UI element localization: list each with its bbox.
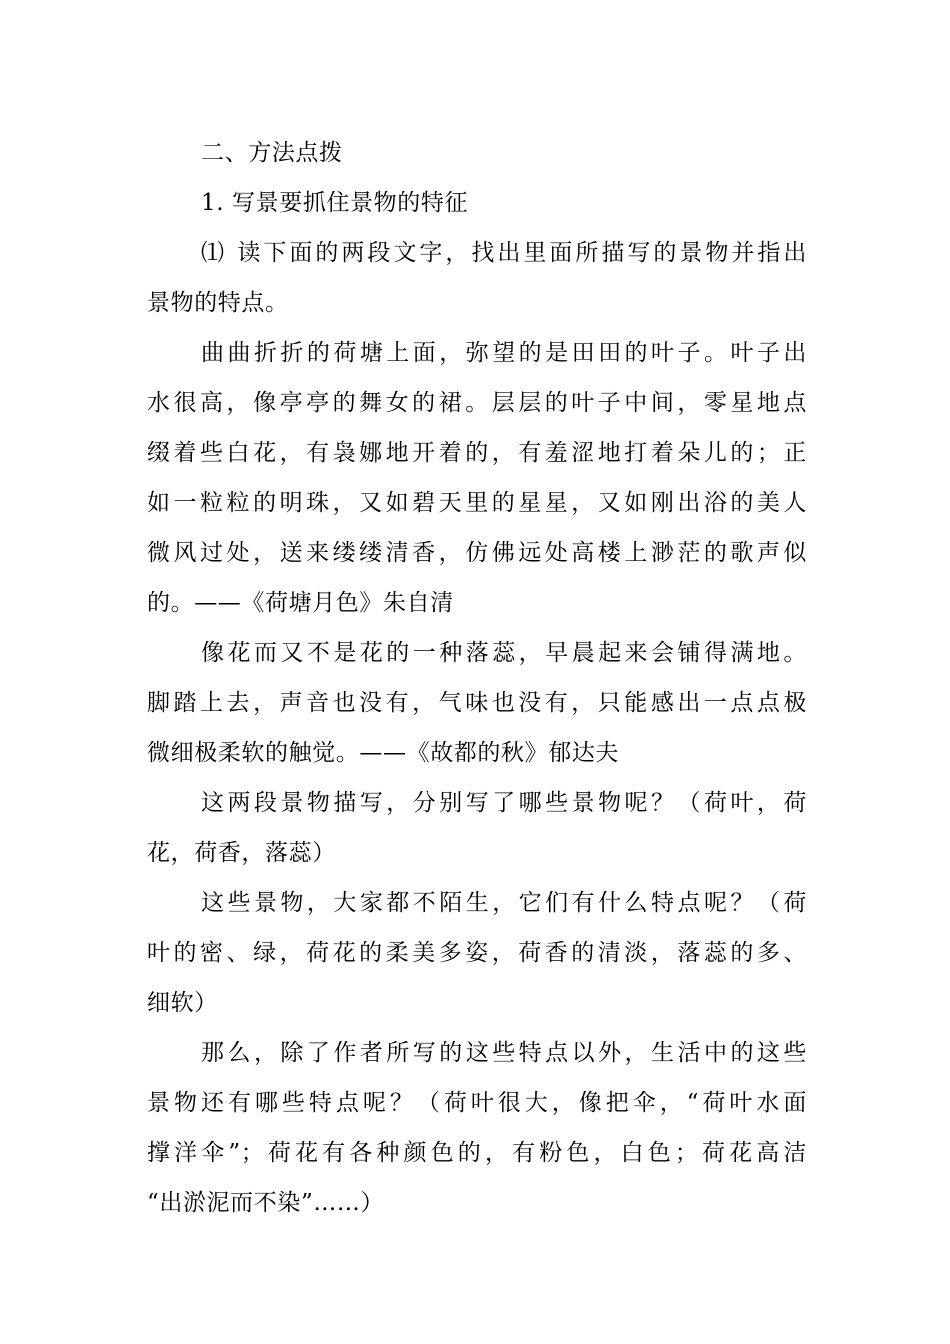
paragraph-line: 叶的密、绿，荷花的柔美多姿，荷香的清淡，落蕊的多、 — [147, 940, 807, 966]
question-line: 景物的特点。 — [147, 290, 289, 316]
quote-line: 缀着些白花，有袅娜地开着的，有羞涩地打着朵儿的；正 — [147, 440, 807, 466]
quote-line: 曲曲折折的荷塘上面，弥望的是田田的叶子。叶子出 — [201, 340, 807, 366]
quote-line: 像花而又不是花的一种落蕊，早晨起来会铺得满地。 — [201, 640, 807, 666]
question-line: ⑴ 读下面的两段文字，找出里面所描写的景物并指出 — [201, 240, 807, 266]
paragraph-line: 这些景物，大家都不陌生，它们有什么特点呢？（荷 — [201, 890, 807, 916]
quote-source: 的。——《荷塘月色》朱自清 — [147, 590, 454, 616]
quote-line: 微风过处，送来缕缕清香，仿佛远处高楼上渺茫的歌声似 — [147, 540, 807, 566]
quote-line: 如一粒粒的明珠，又如碧天里的星星，又如刚出浴的美人 — [147, 490, 807, 516]
paragraph-line: 那么，除了作者所写的这些特点以外，生活中的这些 — [201, 1040, 807, 1066]
paragraph-line: 花，荷香，落蕊） — [147, 840, 336, 866]
section-heading: 二、方法点拨 — [201, 140, 343, 166]
paragraph-line: “出淤泥而不染”……） — [147, 1190, 385, 1216]
paragraph-line: 撑洋伞”；荷花有各种颜色的，有粉色，白色；荷花高洁 — [147, 1140, 807, 1166]
subsection-heading: 1. 写景要抓住景物的特征 — [201, 190, 469, 216]
quote-source: 微细极柔软的触觉。——《故都的秋》郁达夫 — [147, 740, 619, 766]
paragraph-line: 景物还有哪些特点呢？（荷叶很大，像把伞，“荷叶水面 — [147, 1090, 807, 1116]
paragraph-line: 细软） — [147, 990, 218, 1016]
quote-line: 水很高，像亭亭的舞女的裙。层层的叶子中间，零星地点 — [147, 390, 807, 416]
quote-line: 脚踏上去，声音也没有，气味也没有，只能感出一点点极 — [147, 690, 807, 716]
paragraph-line: 这两段景物描写，分别写了哪些景物呢？（荷叶，荷 — [201, 790, 807, 816]
